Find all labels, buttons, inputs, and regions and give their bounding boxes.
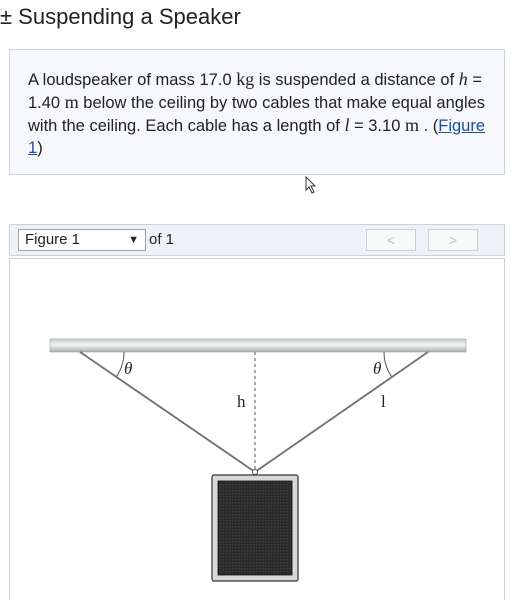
figure-count: of 1 <box>149 231 175 248</box>
figure-toolbar <box>9 224 505 256</box>
previous-figure-button[interactable] <box>366 229 416 251</box>
cable-joint <box>253 470 258 475</box>
figure-panel <box>9 258 505 600</box>
theta-left-label: θ <box>124 359 133 378</box>
loudspeaker <box>212 475 298 581</box>
speaker-figure <box>10 259 504 601</box>
variable-l: l <box>344 115 350 135</box>
dropdown-arrow-icon: ▼ <box>128 234 139 246</box>
mouse-cursor-icon <box>305 176 319 194</box>
figure-select-dropdown[interactable] <box>18 229 146 251</box>
figure-1-link[interactable]: Figure 1 <box>28 117 486 157</box>
problem-text-part: = 1.40 <box>28 71 483 112</box>
ceiling-bar <box>50 339 466 352</box>
l-label: l <box>381 392 386 411</box>
left-cable <box>80 352 255 472</box>
chevron-right-icon: > <box>448 232 458 248</box>
left-angle-arc <box>117 352 125 377</box>
chevron-left-icon: < <box>386 232 396 248</box>
theta-right-label: θ <box>373 359 382 378</box>
unit-kg: kg <box>236 69 255 89</box>
problem-text <box>28 68 498 159</box>
right-angle-arc <box>384 352 392 377</box>
problem-text-part: ) <box>37 139 43 157</box>
h-label: h <box>237 392 246 411</box>
problem-text-part: A loudspeaker of mass 17.0 <box>28 71 237 89</box>
problem-text-part: is suspended a distance of <box>254 71 459 89</box>
figure-select-value: Figure 1 <box>25 231 81 248</box>
problem-text-part: = 3.10 <box>349 117 405 135</box>
unit-m: m <box>64 92 79 112</box>
speaker-grille <box>218 481 292 575</box>
problem-statement-box <box>9 49 505 175</box>
problem-text-part: below the ceiling by two cables that make equal angles with the ceiling. Each cable has a length of <box>28 94 486 135</box>
problem-text-part: . ( <box>419 117 439 135</box>
unit-m: m <box>404 115 419 135</box>
page-title: ± Suspending a Speaker <box>0 4 241 29</box>
next-figure-button[interactable] <box>428 229 478 251</box>
header <box>0 0 517 40</box>
right-cable <box>255 352 428 472</box>
variable-h: h <box>458 69 468 89</box>
